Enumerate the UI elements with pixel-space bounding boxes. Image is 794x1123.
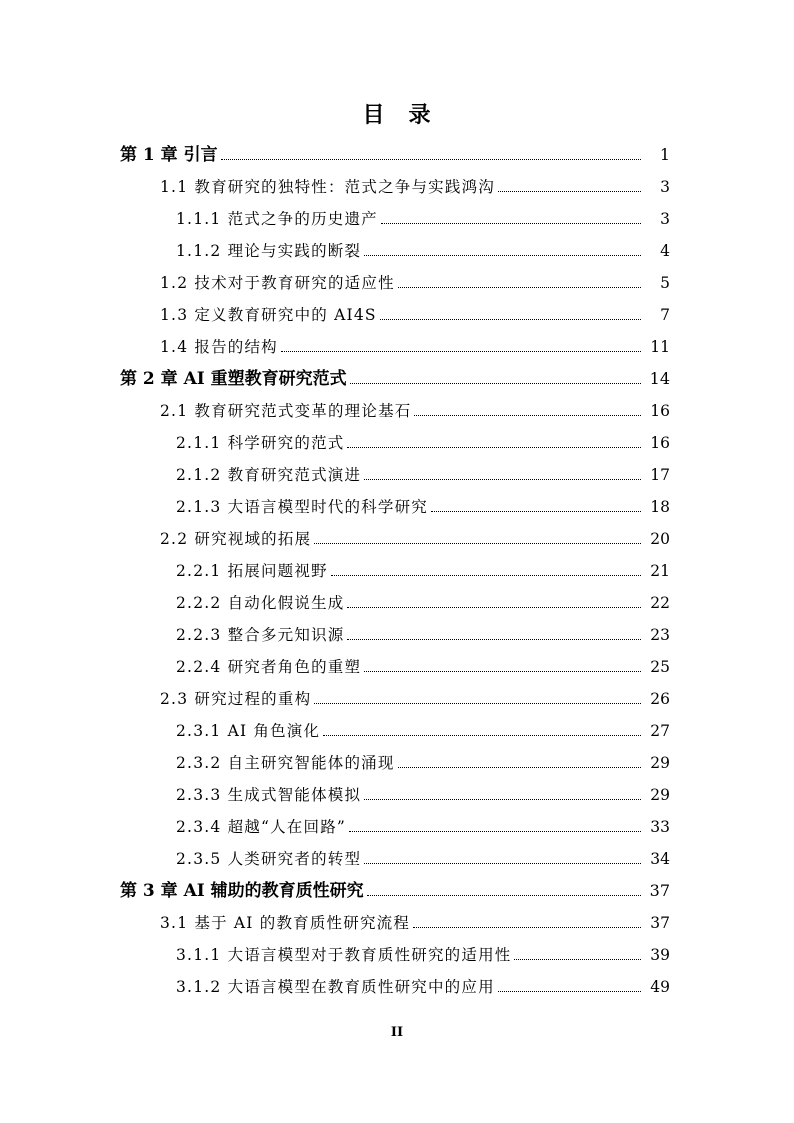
toc-leader-dots [398,767,641,768]
toc-leader-dots [314,543,641,544]
toc-entry[interactable] [0,807,794,839]
toc-leader-dots [514,959,641,960]
toc-entry-title: 第 1 章 引言 [120,145,218,165]
toc-entry-title: 3.1 基于 AI 的教育质性研究流程 [160,914,411,932]
toc-entry-page: 17 [650,466,670,484]
toc-leader-dots [281,351,641,352]
toc-entry[interactable] [0,295,794,327]
toc-entry-page: 22 [650,594,670,612]
toc-entry-title: 3.1.1 大语言模型对于教育质性研究的适用性 [176,946,512,964]
toc-entry[interactable] [0,231,794,263]
toc-leader-dots [314,703,641,704]
toc-entry[interactable] [0,135,794,167]
toc-entry-title: 2.3.2 自主研究智能体的涌现 [176,754,395,772]
toc-leader-dots [364,799,641,800]
toc-entry-page: 14 [649,369,670,388]
toc-entry[interactable] [0,327,794,359]
toc-leader-dots [347,639,641,640]
toc-leader-dots [498,191,641,192]
toc-entry[interactable] [0,423,794,455]
toc-entry-page: 27 [650,722,670,740]
toc-entry-page: 3 [660,178,670,196]
toc-entry-title: 2.2.2 自动化假说生成 [176,594,345,612]
toc-entry-title: 3.1.2 大语言模型在教育质性研究中的应用 [176,978,495,996]
toc-leader-dots [364,255,641,256]
toc-entry-page: 33 [650,818,670,836]
toc-entry-title: 2.1 教育研究范式变革的理论基石 [160,402,412,420]
toc-leader-dots [323,735,641,736]
toc-entry[interactable] [0,391,794,423]
toc-leader-dots [347,607,641,608]
toc-leader-dots [350,383,641,384]
toc-entry-title: 1.2 技术对于教育研究的适应性 [160,274,395,292]
toc-entry-title: 2.2.3 整合多元知识源 [176,626,345,644]
toc-leader-dots [413,927,641,928]
toc-entry-page: 26 [650,690,670,708]
toc-entry-page: 25 [650,658,670,676]
toc-leader-dots [331,575,641,576]
toc-entry-page: 39 [650,946,670,964]
toc-entry-title: 1.1 教育研究的独特性：范式之争与实践鸿沟 [160,178,495,196]
toc-entry-page: 21 [650,562,670,580]
toc-entry-page: 16 [650,402,670,420]
toc-entry-page: 20 [650,530,670,548]
toc-leader-dots [347,447,641,448]
toc-entry[interactable] [0,647,794,679]
toc-entry[interactable] [0,263,794,295]
toc-entry[interactable] [0,935,794,967]
toc-leader-dots [414,415,641,416]
toc-entry-title: 1.3 定义教育研究中的 AI4S [160,306,377,324]
toc-entry-title: 2.1.1 科学研究的范式 [176,434,345,452]
toc-leader-dots [349,831,641,832]
toc-leader-dots [498,991,641,992]
toc-entry-page: 37 [650,914,670,932]
toc-entry-title: 2.2 研究视域的拓展 [160,530,312,548]
toc-entry-title: 1.1.2 理论与实践的断裂 [176,242,362,260]
toc-leader-dots [398,287,641,288]
toc-entry-page: 23 [650,626,670,644]
toc-entry-title: 2.1.3 大语言模型时代的科学研究 [176,498,428,516]
toc-entry-page: 29 [650,754,670,772]
toc-leader-dots [380,319,641,320]
toc-entry-page: 34 [650,850,670,868]
toc-entry-page: 37 [649,881,670,900]
toc-leader-dots [364,671,641,672]
toc-entry-title: 第 3 章 AI 辅助的教育质性研究 [120,881,364,901]
toc-leader-dots [364,863,641,864]
toc-entry[interactable] [0,743,794,775]
toc-entry-title: 2.3.1 AI 角色演化 [176,722,321,740]
page-number: II [390,1025,404,1040]
toc-entry-title: 2.1.2 教育研究范式演进 [176,466,362,484]
toc-entry[interactable] [0,775,794,807]
toc-entry-title: 1.4 报告的结构 [160,338,278,356]
toc-entry-title: 2.2.1 拓展问题视野 [176,562,328,580]
toc-entry-page: 11 [650,338,670,356]
toc-entry[interactable] [0,551,794,583]
toc-entry-page: 29 [650,786,670,804]
toc-entry[interactable] [0,519,794,551]
toc-entry-page: 3 [660,210,670,228]
toc-entry[interactable] [0,967,794,999]
toc-entry[interactable] [0,487,794,519]
toc-entry-title: 2.3 研究过程的重构 [160,690,312,708]
toc-entry-title: 1.1.1 范式之争的历史遗产 [176,210,378,228]
toc-entry[interactable] [0,583,794,615]
toc-entry[interactable] [0,679,794,711]
toc-entry-page: 5 [660,274,670,292]
toc-entry[interactable] [0,839,794,871]
toc-entry[interactable] [0,199,794,231]
toc-leader-dots [367,895,641,896]
toc-entry-page: 7 [660,306,670,324]
toc-leader-dots [381,223,641,224]
toc-entry-title: 第 2 章 AI 重塑教育研究范式 [120,369,347,389]
toc-entry-title: 2.3.5 人类研究者的转型 [176,850,362,868]
toc-entry-title: 2.3.4 超越“人在回路” [176,818,347,836]
toc-entry[interactable] [0,615,794,647]
toc-leader-dots [364,479,641,480]
toc-entry-page: 18 [650,498,670,516]
toc-entry-title: 2.2.4 研究者角色的重塑 [176,658,362,676]
toc-entry[interactable] [0,711,794,743]
toc-entry[interactable] [0,871,794,903]
toc-entry-page: 4 [660,242,670,260]
toc-entry-page: 49 [650,978,670,996]
toc-entry[interactable] [0,903,794,935]
toc-entry-title: 2.3.3 生成式智能体模拟 [176,786,362,804]
toc-entry[interactable] [0,455,794,487]
toc-entry[interactable] [0,167,794,199]
toc-entry[interactable] [0,359,794,391]
toc-leader-dots [431,511,641,512]
toc-entry-page: 1 [659,145,670,164]
page-title: 目 录 [362,102,432,128]
toc-leader-dots [221,159,641,160]
table-of-contents [0,135,794,1015]
toc-entry-page: 16 [650,434,670,452]
